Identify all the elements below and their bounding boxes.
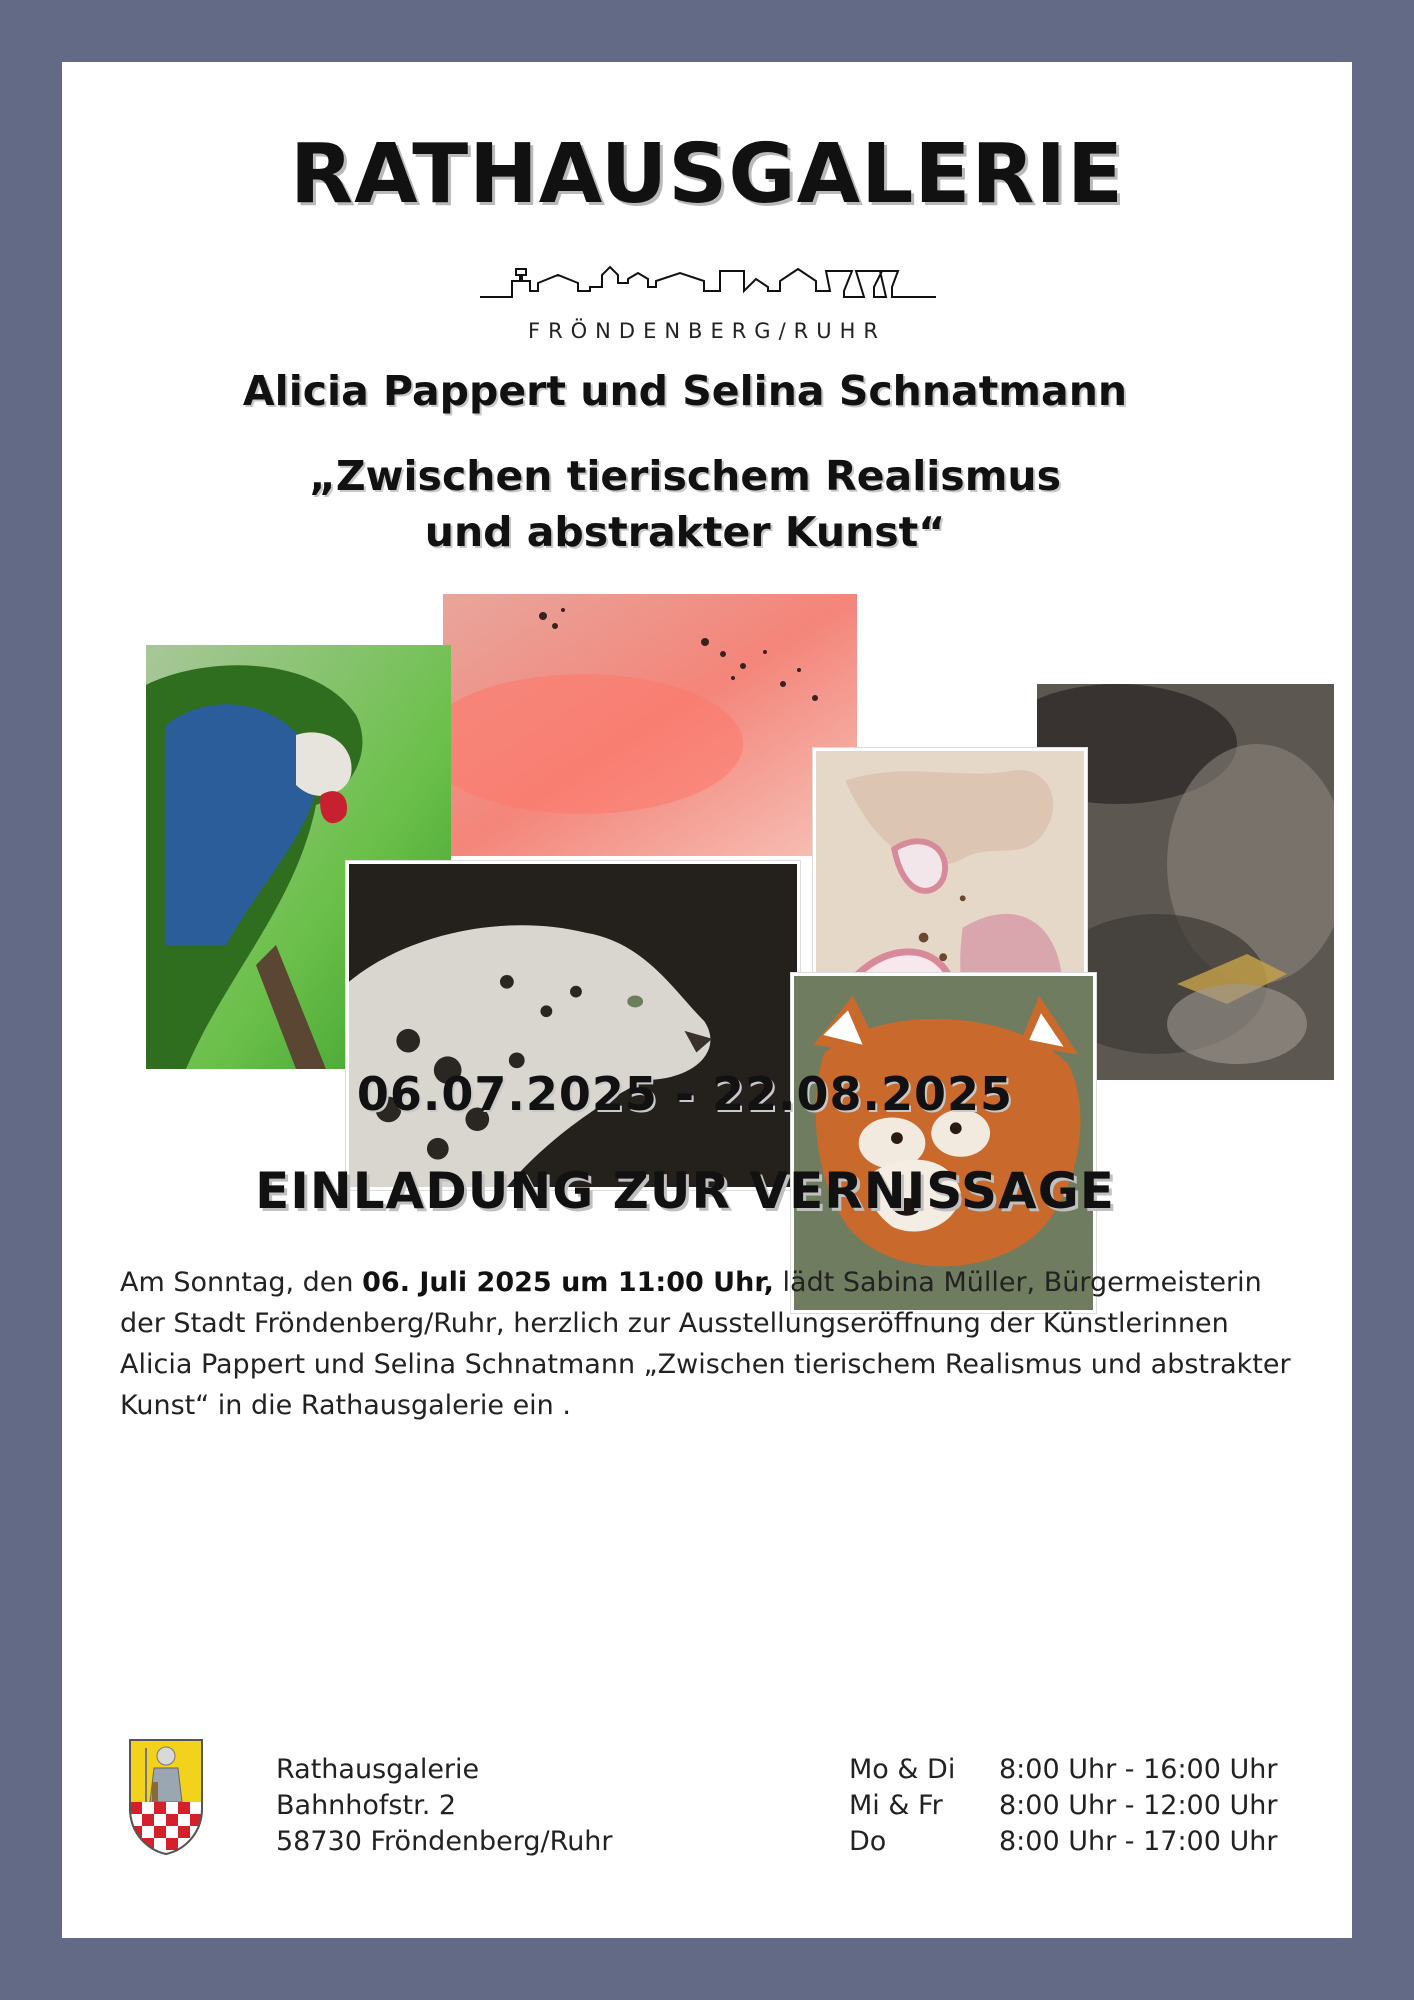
hours-row [849,1788,1277,1824]
pink-abstract-painting [443,594,857,856]
address-line: 58730 Fröndenberg/Ruhr [276,1826,613,1857]
hours-time: 8:00 Uhr - 12:00 Uhr [999,1790,1278,1821]
invitation-intro: Am Sonntag, den [120,1267,363,1298]
hours-row [849,1824,1277,1860]
hours-days: Mo & Di [849,1754,956,1785]
hours-days: Do [849,1826,887,1857]
hours-days: Mi & Fr [849,1790,943,1821]
exhibition-dates: 06.07.2025 - 22.08.2025 [356,1067,1014,1121]
artists-names: Alicia Pappert und Selina Schnatmann [242,367,1128,415]
invitation-rest: lädt Sabina Müller, Bürgermeisterin der Stadt Fröndenberg/Ruhr, herzlich zur Ausstellungseröffnung der Künstlerinnen Alicia Pappert und Selina Schnatmann „Zwischen tierischem Realismus und abstrakter Kunst“ in die Rathausgalerie ein . [120,1267,1291,1421]
gallery-title: RATHAUSGALERIE [289,127,1125,222]
exhibition-title [62,448,1308,560]
hours-row [849,1752,1277,1788]
snow-leopard-drawing [346,861,800,1190]
exhibition-title-line-1: „Zwischen tierischem Realismus [308,452,1062,500]
invitation-date: 06. Juli 2025 um 11:00 Uhr, [362,1267,774,1298]
exhibition-title-line-2: und abstrakter Kunst“ [424,508,946,556]
invitation-text [120,1262,1300,1426]
invitation-heading: EINLADUNG ZUR VERNISSAGE [255,1162,1115,1220]
hours-time: 8:00 Uhr - 17:00 Uhr [999,1826,1278,1857]
poster-sheet [62,62,1352,1938]
hours-time: 8:00 Uhr - 16:00 Uhr [999,1754,1278,1785]
address-block [276,1752,613,1860]
city-crest-icon [128,1738,204,1856]
opening-hours [849,1752,1277,1860]
address-line: Rathausgalerie [276,1754,480,1785]
skyline-logo [480,247,936,307]
city-logo-text: FRÖNDENBERG/RUHR [527,319,886,343]
address-line: Bahnhofstr. 2 [276,1790,457,1821]
